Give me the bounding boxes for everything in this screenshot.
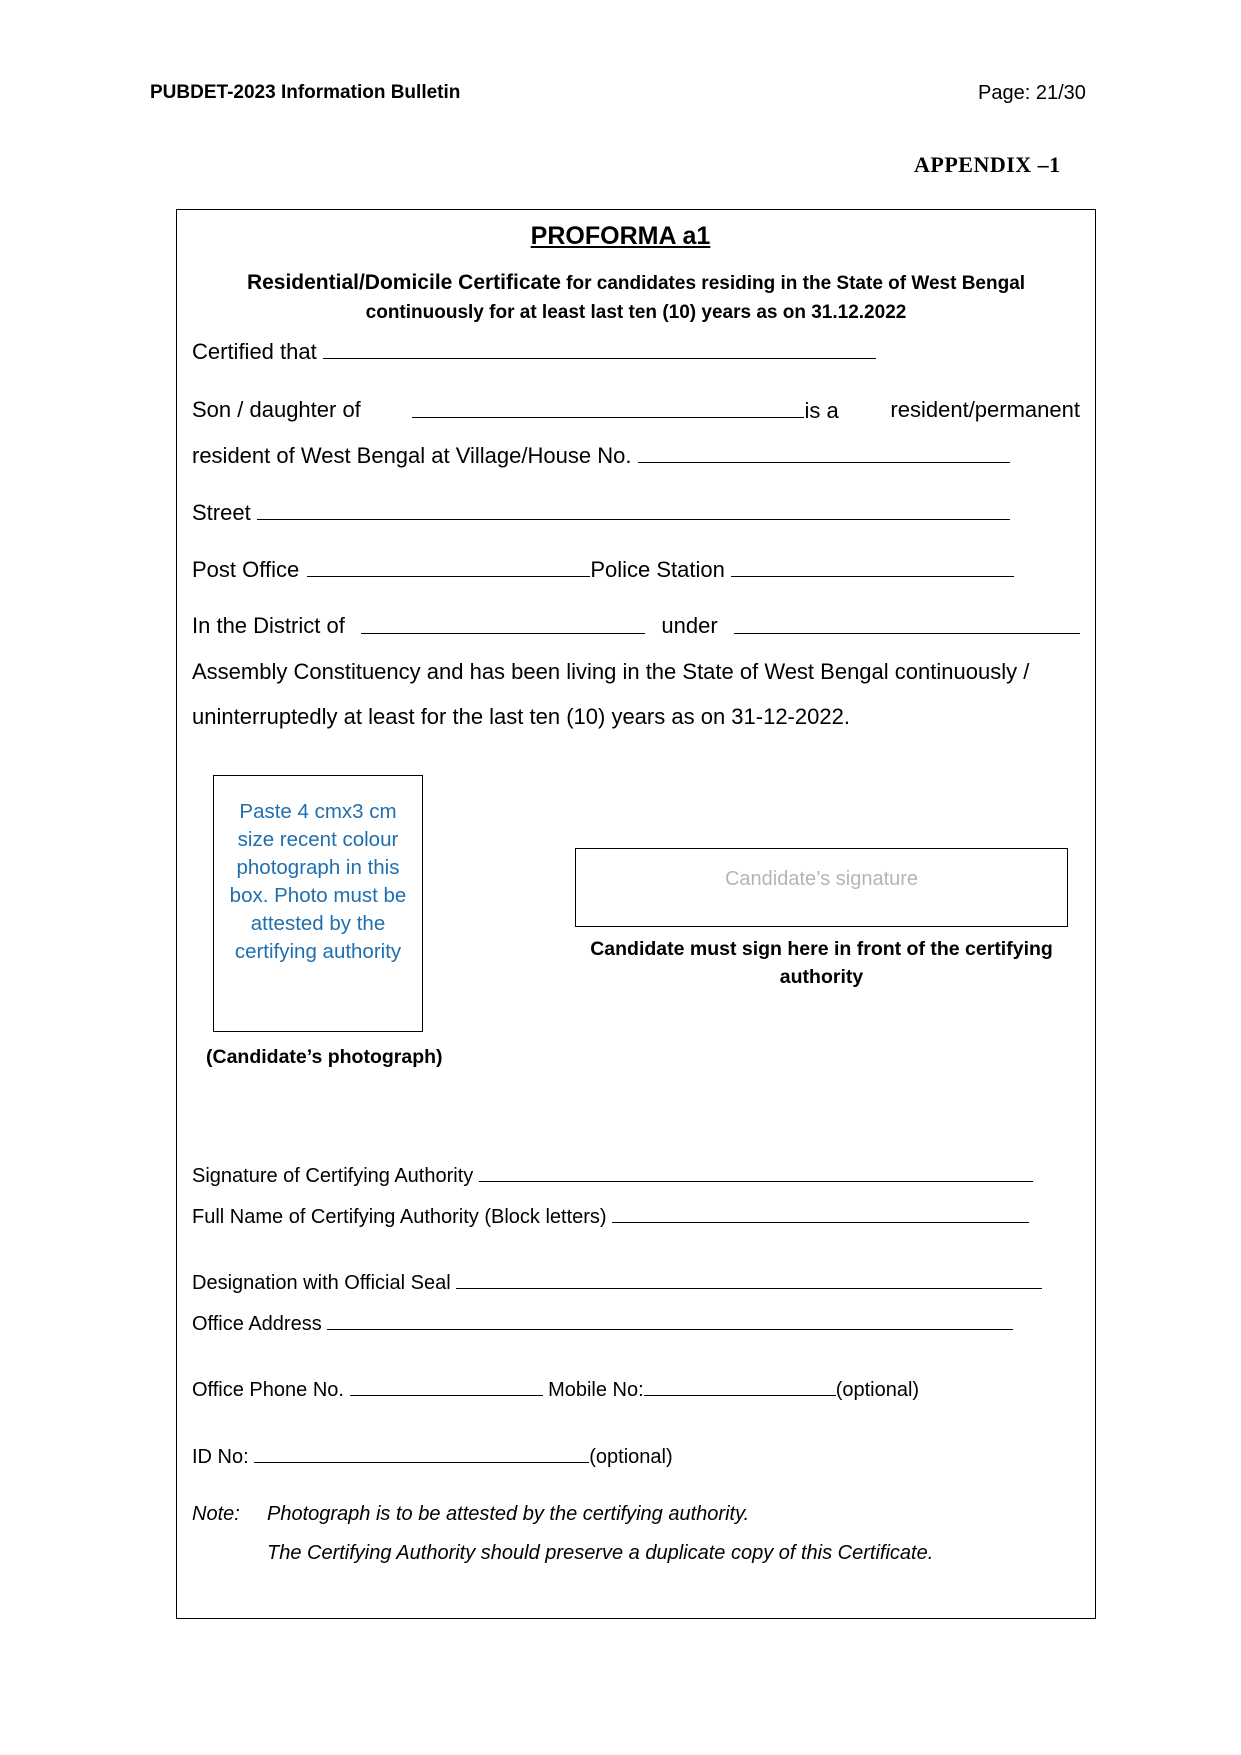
note-label: Note:: [192, 1503, 240, 1525]
under-label: under: [661, 613, 718, 638]
parent-name-field[interactable]: [412, 397, 804, 418]
certified-that-row: [192, 338, 876, 365]
post-office-field[interactable]: [307, 556, 590, 577]
authority-signature-label: Signature of Certifying Authority: [192, 1165, 474, 1187]
mobile-field[interactable]: [644, 1377, 836, 1396]
id-field[interactable]: [254, 1444, 589, 1463]
form-subtitle: [200, 268, 1072, 327]
is-a-label: is a: [804, 398, 839, 423]
designation-row: [192, 1270, 1042, 1295]
mobile-label: Mobile No:: [548, 1379, 644, 1401]
street-row: [192, 499, 1010, 526]
authority-name-field[interactable]: [612, 1204, 1029, 1223]
son-daughter-row: [192, 397, 1080, 424]
authority-signature-row: [192, 1163, 1033, 1188]
authority-name-row: [192, 1204, 1029, 1229]
authority-signature-field[interactable]: [479, 1163, 1033, 1182]
authority-name-label: Full Name of Certifying Authority (Block letters): [192, 1206, 607, 1228]
subtitle-lead: Residential/Domicile Certificate: [246, 271, 561, 294]
village-house-field[interactable]: [638, 442, 1010, 463]
constituency-field[interactable]: [734, 613, 1080, 634]
note-line-2: The Certifying Authority should preserve a duplicate copy of this Certificate.: [267, 1542, 934, 1564]
designation-field[interactable]: [456, 1270, 1042, 1289]
office-address-field[interactable]: [327, 1311, 1013, 1330]
street-label: Street: [192, 500, 251, 525]
office-address-label: Office Address: [192, 1313, 322, 1335]
uninterrupted-line: uninterruptedly at least for the last ten (10) years as on 31-12-2022.: [192, 704, 850, 729]
form-title: PROFORMA a1: [530, 222, 711, 250]
appendix-label: APPENDIX –1: [914, 152, 1061, 177]
office-phone-label: Office Phone No.: [192, 1379, 344, 1401]
resident-permanent-label: resident/permanent: [890, 397, 1080, 422]
note-line-1: Photograph is to be attested by the certifying authority.: [267, 1503, 750, 1525]
police-station-label: Police Station: [590, 557, 725, 582]
photo-instructions: Paste 4 cmx3 cm size recent colour photograph in this box. Photo must be attested by the certifying authority: [229, 800, 407, 963]
district-label: In the District of: [192, 613, 345, 638]
candidate-name-field[interactable]: [323, 338, 876, 359]
office-phone-field[interactable]: [350, 1377, 543, 1396]
header-title: PUBDET-2023 Information Bulletin: [150, 82, 461, 103]
office-address-row: [192, 1311, 1013, 1336]
id-optional-label: (optional): [589, 1446, 673, 1468]
page-number: Page: 21/30: [978, 82, 1086, 104]
mobile-optional-label: (optional): [835, 1379, 920, 1401]
district-row: [192, 613, 1080, 639]
assembly-line: Assembly Constituency and has been living in the State of West Bengal continuously /: [192, 659, 1030, 684]
photo-caption: (Candidate’s photograph): [206, 1046, 443, 1068]
post-office-label: Post Office: [192, 557, 300, 582]
id-label: ID No:: [192, 1446, 249, 1468]
street-field[interactable]: [257, 499, 1010, 520]
phone-row: [192, 1377, 919, 1402]
resident-row: [192, 442, 1010, 469]
signature-caption: Candidate must sign here in front of the certifying authority: [590, 938, 1053, 988]
police-station-field[interactable]: [731, 556, 1014, 577]
designation-label: Designation with Official Seal: [192, 1272, 451, 1294]
district-field[interactable]: [361, 613, 645, 634]
signature-placeholder: Candidate’s signature: [724, 868, 919, 890]
subtitle-rest: for candidates residing in the State of West Bengal continuously for at least last ten (10) years as on 31.12.2022: [365, 273, 1026, 323]
certified-that-label: Certified that: [192, 339, 317, 364]
son-daughter-label: Son / daughter of: [192, 397, 361, 422]
resident-of-label: resident of West Bengal at Village/House No.: [192, 443, 632, 468]
post-police-row: [192, 556, 1014, 583]
id-row: [192, 1444, 673, 1469]
